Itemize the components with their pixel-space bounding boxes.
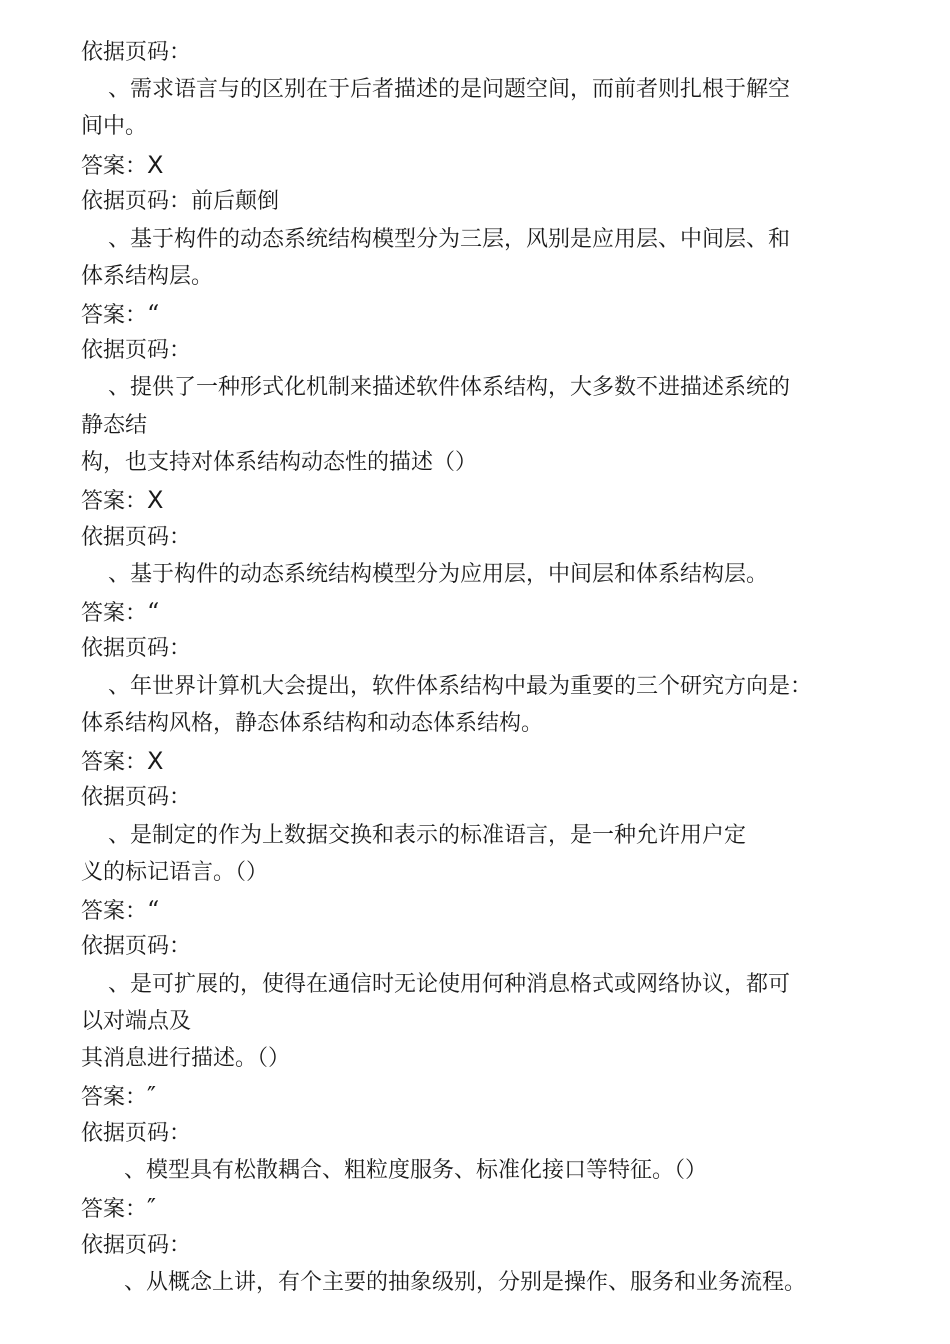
question-text: 、基于构件的动态系统结构模型分为应用层，中间层和体系结构层。 xyxy=(108,562,769,587)
basis-label: 依据页码： xyxy=(81,1121,192,1146)
answer-label: 答案： xyxy=(81,1197,148,1222)
question-text: 静态结 xyxy=(81,413,148,438)
basis-label: 依据页码： xyxy=(81,525,192,550)
question-text: 、从概念上讲，有个主要的抽象级别，分别是操作、服务和业务流程。 xyxy=(124,1270,807,1295)
basis-label: 依据页码： xyxy=(81,338,192,363)
answer-line xyxy=(81,1193,156,1223)
answer-mark: X xyxy=(147,151,164,179)
answer-label: 答案： xyxy=(81,489,148,514)
answer-line xyxy=(81,746,163,776)
question-text: 、是制定的作为上数据交换和表示的标准语言，是一种允许用户定 xyxy=(108,823,747,848)
question-text: 构，也支持对体系结构动态性的描述（） xyxy=(81,450,478,475)
basis-label: 依据页码： xyxy=(81,40,192,65)
basis-label: 依据页码： xyxy=(81,1233,192,1258)
basis-label: 依据页码： xyxy=(81,636,192,661)
answer-mark: “ xyxy=(147,300,160,328)
answer-mark: X xyxy=(147,486,164,514)
question-text: 、模型具有松散耦合、粗粒度服务、标准化接口等特征。（） xyxy=(124,1158,708,1183)
question-text: 体系结构层。 xyxy=(81,264,214,289)
question-text: 其消息进行描述。（） xyxy=(81,1046,291,1071)
basis-line xyxy=(81,783,191,813)
answer-line xyxy=(81,1081,156,1111)
answer-mark: ″ xyxy=(147,1082,156,1110)
basis-label: 依据页码： xyxy=(81,785,192,810)
answer-line xyxy=(81,597,159,627)
answer-label: 答案： xyxy=(81,1085,148,1110)
question-text: 、需求语言与的区别在于后者描述的是问题空间，而前者则扎根于解空 xyxy=(108,77,791,102)
answer-label: 答案： xyxy=(81,601,148,626)
answer-mark: X xyxy=(147,747,164,775)
question-text: 间中。 xyxy=(81,114,148,139)
answer-line xyxy=(81,150,163,180)
question-text: 以对端点及 xyxy=(81,1009,192,1034)
question-text: 、提供了一种形式化机制来描述软件体系结构，大多数不进描述系统的 xyxy=(108,375,791,400)
basis-line xyxy=(81,1231,191,1261)
answer-label: 答案： xyxy=(81,303,148,328)
answer-mark: “ xyxy=(147,896,160,924)
question-text: 义的标记语言。（） xyxy=(81,860,269,885)
basis-line xyxy=(81,1119,191,1149)
basis-label: 依据页码： xyxy=(81,934,192,959)
answer-label: 答案： xyxy=(81,750,148,775)
basis-line xyxy=(81,932,191,962)
question-text: 、基于构件的动态系统结构模型分为三层，风别是应用层、中间层、和 xyxy=(108,227,791,252)
answer-label: 答案： xyxy=(81,899,148,924)
answer-label: 答案： xyxy=(81,154,148,179)
answer-mark: “ xyxy=(147,598,160,626)
answer-line xyxy=(81,299,159,329)
question-text: 体系结构风格，静态体系结构和动态体系结构。 xyxy=(81,711,544,736)
basis-value: 前后颠倒 xyxy=(191,189,280,214)
question-text: 、年世界计算机大会提出，软件体系结构中最为重要的三个研究方向是： xyxy=(108,674,813,699)
answer-line xyxy=(81,485,163,515)
question-text: 、是可扩展的，使得在通信时无论使用何种消息格式或网络协议，都可 xyxy=(108,972,791,997)
answer-mark: ″ xyxy=(147,1194,156,1222)
basis-line xyxy=(81,38,191,68)
basis-line xyxy=(81,187,279,217)
basis-line xyxy=(81,634,191,664)
basis-line xyxy=(81,336,191,366)
answer-line xyxy=(81,895,159,925)
basis-line xyxy=(81,523,191,553)
basis-label: 依据页码： xyxy=(81,189,192,214)
